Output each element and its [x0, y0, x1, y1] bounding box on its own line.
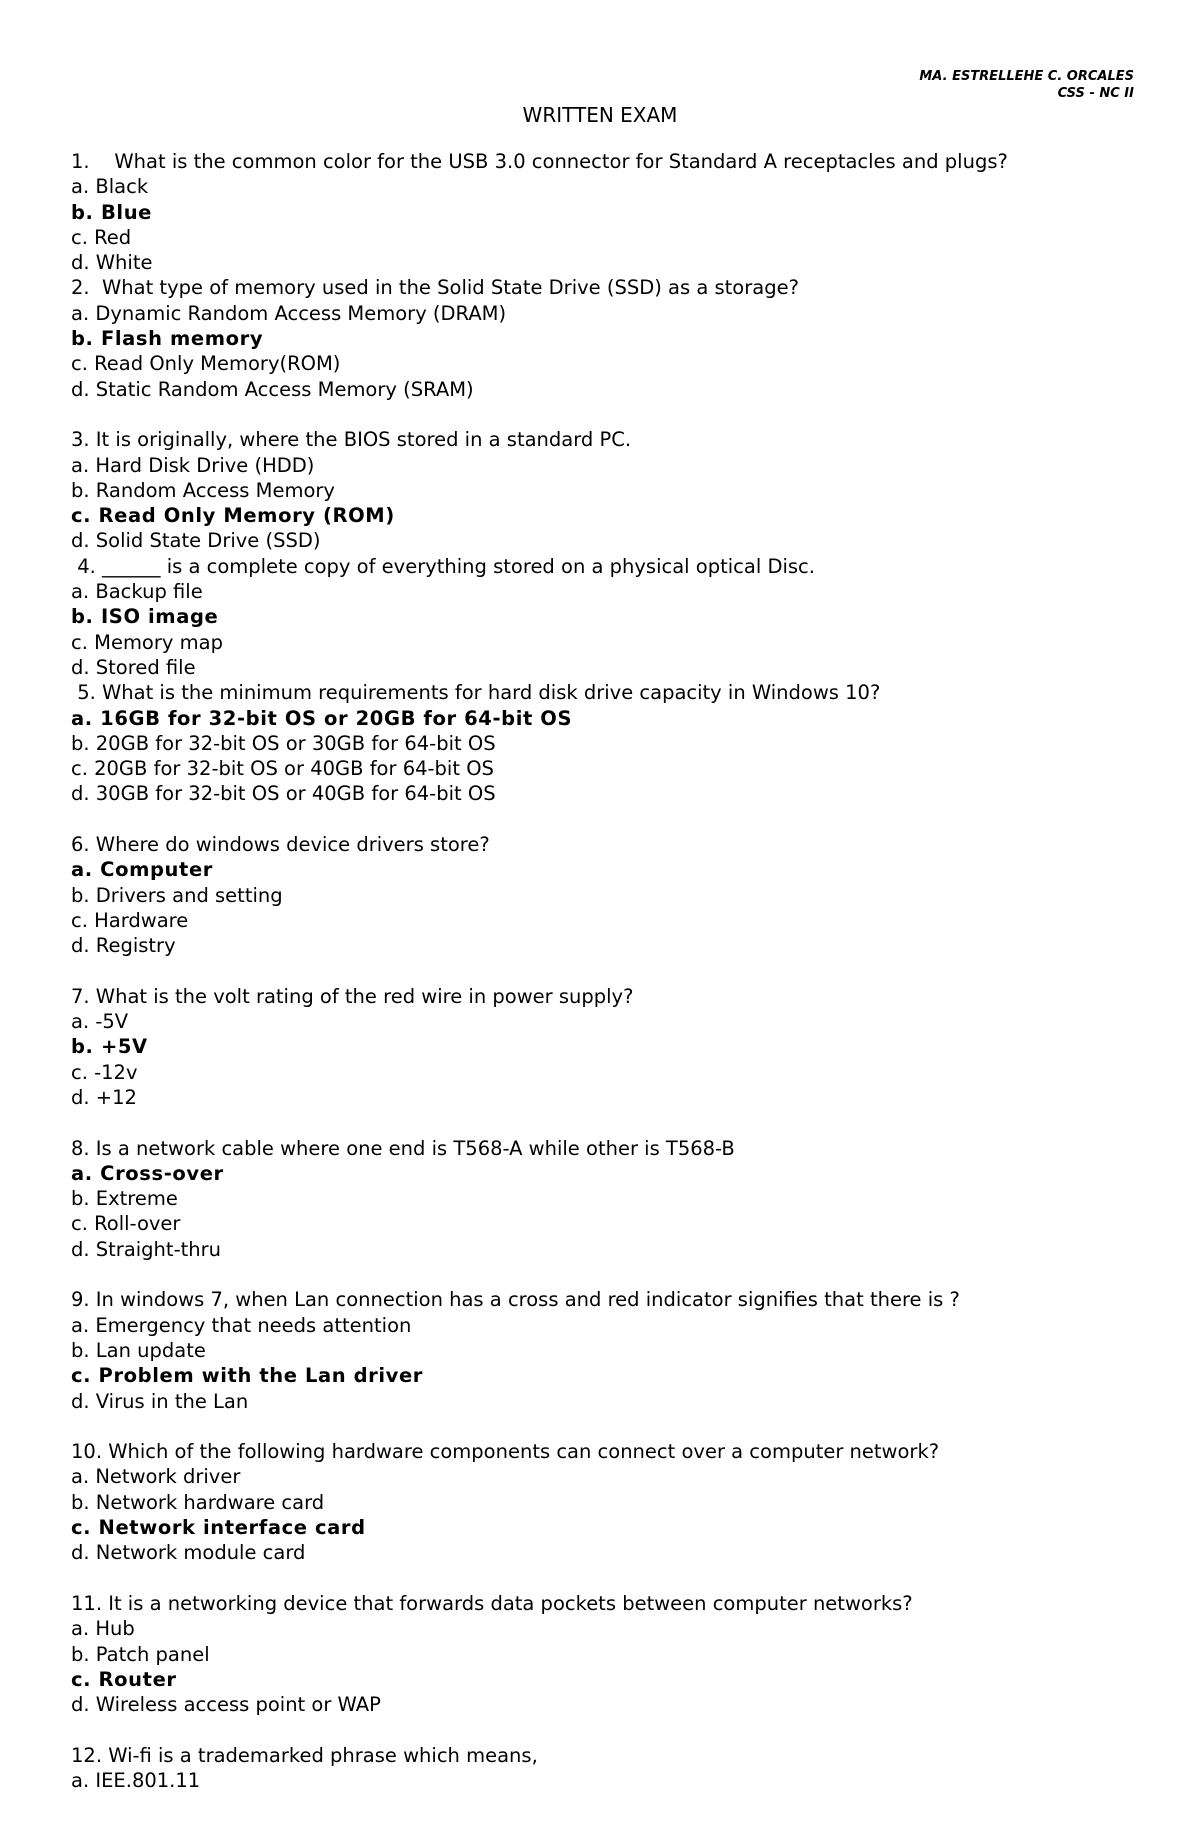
blank-line: [71, 807, 1151, 832]
answer-option: d. Static Random Access Memory (SRAM): [71, 377, 474, 401]
blank-line: [71, 402, 1151, 427]
answer-option: a. Backup file: [71, 580, 203, 604]
answer-option: a. Dynamic Random Access Memory (DRAM): [71, 301, 507, 325]
answer-option: b. Drivers and setting: [71, 883, 283, 907]
question-text: 7. What is the volt rating of the red wire in power supply?: [71, 984, 634, 1008]
answer-option: d. White: [71, 251, 153, 275]
blank-line: [71, 1414, 1151, 1439]
author-block: [919, 68, 1134, 102]
answer-option: c. Memory map: [71, 630, 223, 654]
page-title: WRITTEN EXAM: [522, 103, 678, 127]
question-text: 3. It is originally, where the BIOS stored in a standard PC.: [71, 428, 632, 452]
question-text: 5. What is the minimum requirements for hard disk drive capacity in Windows 10?: [71, 681, 881, 705]
question-text: 1. What is the common color for the USB 3.0 connector for Standard A receptacles and plugs?: [71, 150, 1008, 173]
blank-line: [71, 1717, 1151, 1742]
blank-line: [71, 1110, 1151, 1135]
answer-option: b. Lan update: [71, 1338, 206, 1362]
question-text: 12. Wi-fi is a trademarked phrase which means,: [71, 1743, 538, 1767]
blank-line: [71, 1262, 1151, 1287]
exam-content: [71, 149, 1151, 1793]
question-text: 9. In windows 7, when Lan connection has a cross and red indicator signifies that there is ?: [71, 1288, 960, 1312]
correct-answer: c. Router: [71, 1667, 177, 1691]
answer-option: a. IEE.801.11: [71, 1769, 201, 1792]
correct-answer: a. 16GB for 32-bit OS or 20GB for 64-bit OS: [71, 706, 573, 730]
question-text: 10. Which of the following hardware components can connect over a computer network?: [71, 1440, 940, 1464]
answer-option: c. Hardware: [71, 908, 189, 932]
answer-option: d. Network module card: [71, 1541, 306, 1565]
correct-answer: b. Blue: [71, 200, 153, 224]
correct-answer: c. Read Only Memory (ROM): [71, 504, 395, 528]
correct-answer: b. Flash memory: [71, 327, 264, 351]
answer-option: c. 20GB for 32-bit OS or 40GB for 64-bit OS: [71, 757, 494, 781]
author-name: MA. ESTRELLEHE C. ORCALES: [919, 69, 1134, 84]
answer-option: d. +12: [71, 1085, 137, 1109]
answer-option: a. Hub: [71, 1617, 135, 1641]
course-label: CSS - NC II: [1057, 86, 1134, 101]
answer-option: c. Read Only Memory(ROM): [71, 352, 341, 376]
blank-line: [71, 959, 1151, 984]
question-text: 11. It is a networking device that forwards data pockets between computer networks?: [71, 1591, 913, 1615]
answer-option: d. 30GB for 32-bit OS or 40GB for 64-bit OS: [71, 782, 496, 806]
correct-answer: a. Computer: [71, 858, 213, 882]
question-text: 8. Is a network cable where one end is T568-A while other is T568-B: [71, 1136, 735, 1160]
answer-option: a. Black: [71, 175, 149, 199]
answer-option: d. Virus in the Lan: [71, 1389, 249, 1413]
answer-option: c. Roll-over: [71, 1212, 181, 1236]
answer-option: b. 20GB for 32-bit OS or 30GB for 64-bit OS: [71, 731, 496, 755]
question-text: 6. Where do windows device drivers store?: [71, 833, 490, 857]
question-text: 2. What type of memory used in the Solid State Drive (SSD) as a storage?: [71, 276, 799, 300]
correct-answer: c. Network interface card: [71, 1516, 366, 1540]
answer-option: a. Hard Disk Drive (HDD): [71, 453, 315, 477]
correct-answer: b. +5V: [71, 1035, 148, 1059]
answer-option: c. Red: [71, 225, 132, 249]
answer-option: d. Solid State Drive (SSD): [71, 529, 321, 553]
answer-option: d. Wireless access point or WAP: [71, 1693, 381, 1717]
answer-option: a. -5V: [71, 1010, 129, 1034]
correct-answer: b. ISO image: [71, 605, 219, 629]
answer-option: c. -12v: [71, 1060, 138, 1084]
answer-option: b. Extreme: [71, 1187, 178, 1211]
answer-option: a. Network driver: [71, 1465, 241, 1489]
answer-option: d. Registry: [71, 934, 176, 958]
answer-option: a. Emergency that needs attention: [71, 1313, 412, 1337]
answer-option: b. Patch panel: [71, 1642, 210, 1666]
correct-answer: c. Problem with the Lan driver: [71, 1364, 424, 1388]
correct-answer: a. Cross-over: [71, 1161, 224, 1185]
answer-option: b. Random Access Memory: [71, 478, 335, 502]
answer-option: b. Network hardware card: [71, 1490, 325, 1514]
answer-option: d. Stored file: [71, 655, 196, 679]
blank-line: [71, 1566, 1151, 1591]
answer-option: d. Straight-thru: [71, 1237, 221, 1261]
question-text: 4. ______ is a complete copy of everything stored on a physical optical Disc.: [71, 554, 815, 578]
